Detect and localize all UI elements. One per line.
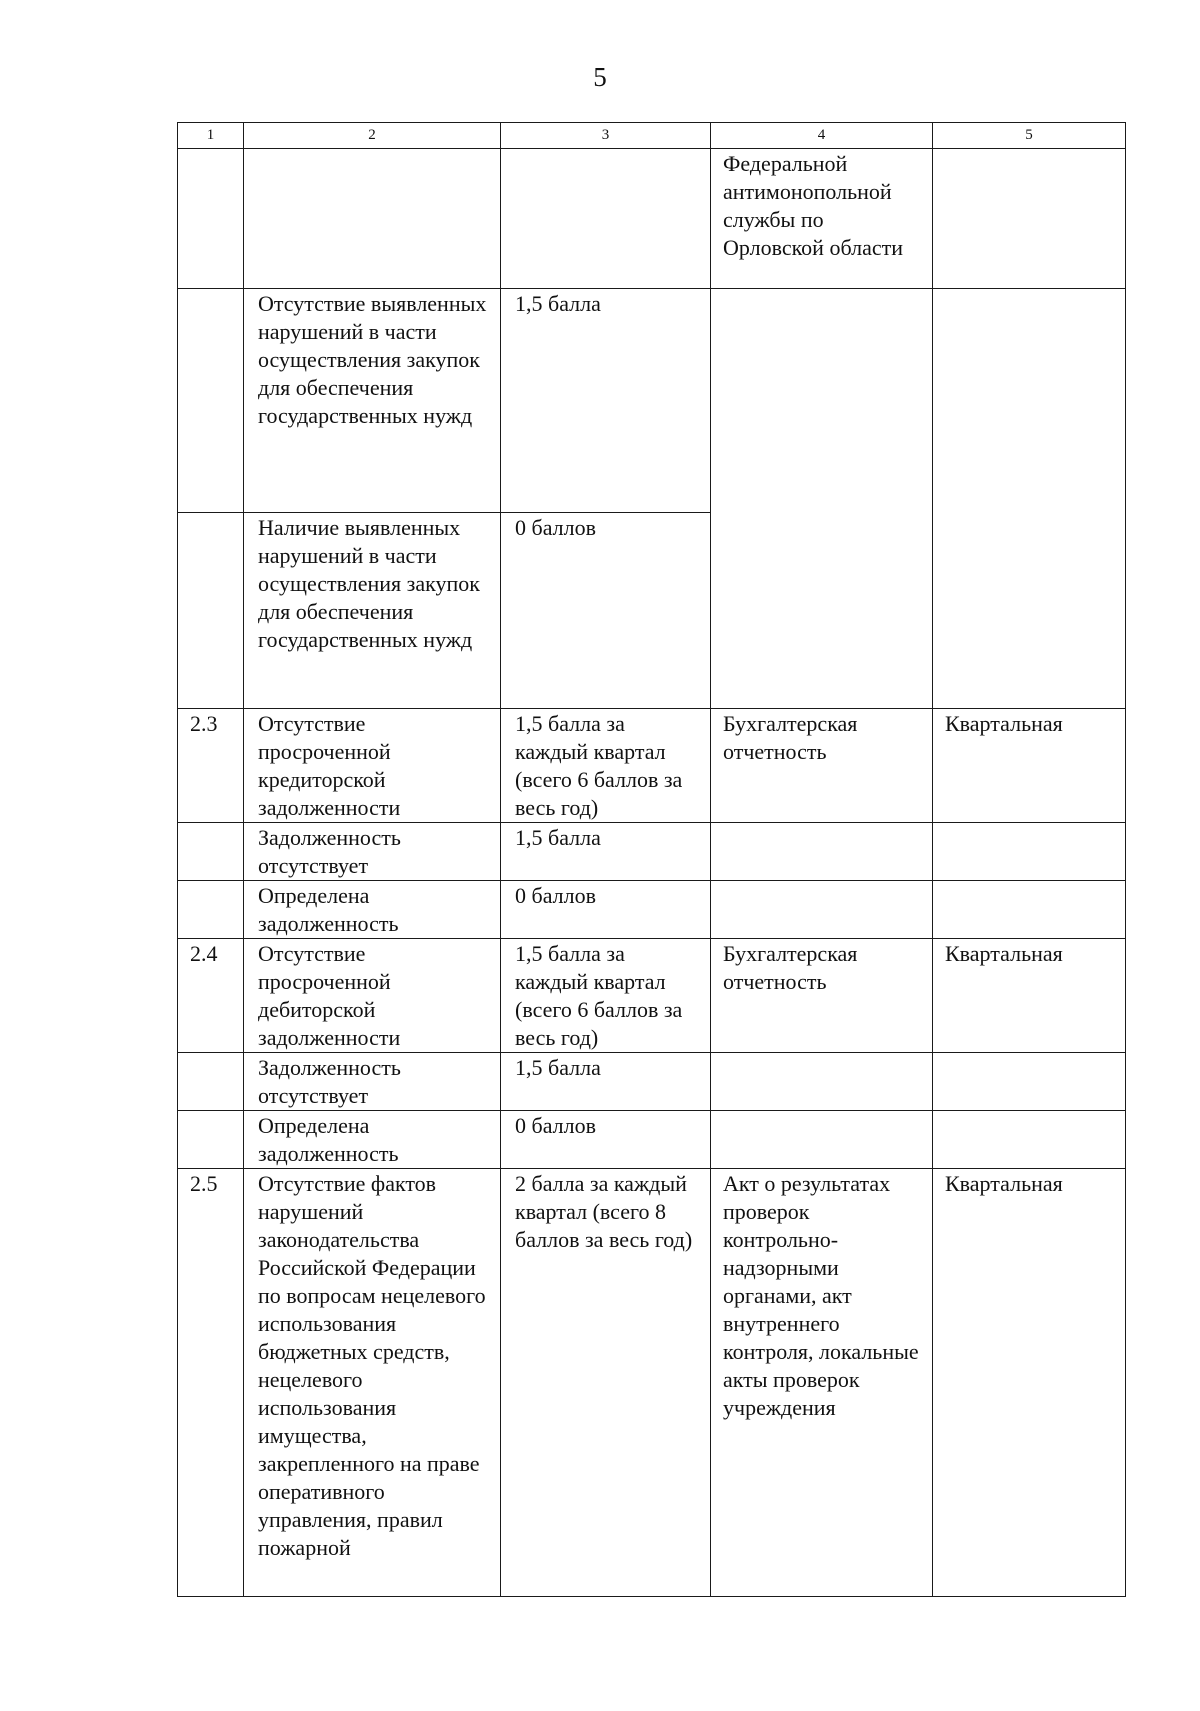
criterion-text: Отсутствие просроченной дебиторской задолженности (244, 939, 501, 1053)
criterion-score: 1,5 балла за каждый квартал (всего 6 баллов за весь год) (501, 709, 711, 823)
criterion-option-score: 0 баллов (501, 513, 711, 709)
table-row (178, 289, 1126, 513)
cell-empty (178, 881, 244, 939)
criterion-option-text: Наличие выявленных нарушений в части осуществления закупок для обеспечения государственных нужд (244, 513, 501, 709)
cell-empty (178, 289, 244, 513)
column-number-5: 5 (933, 123, 1126, 149)
table-row (178, 1169, 1126, 1597)
page-number: 5 (593, 62, 607, 92)
cell-empty (501, 149, 711, 289)
table-row (178, 1053, 1126, 1111)
criterion-period: Квартальная (933, 709, 1126, 823)
criterion-score: 1,5 балла за каждый квартал (всего 6 баллов за весь год) (501, 939, 711, 1053)
criterion-option-text: Задолженность отсутствует (244, 1053, 501, 1111)
cell-empty (178, 1053, 244, 1111)
cell-empty (711, 881, 933, 939)
cell-empty (933, 881, 1126, 939)
criterion-source: Бухгалтерская отчетность (711, 709, 933, 823)
criterion-score: 2 балла за каждый квартал (всего 8 баллов за весь год) (501, 1169, 711, 1597)
criterion-source: Бухгалтерская отчетность (711, 939, 933, 1053)
criteria-table (177, 122, 1126, 1597)
criterion-period: Квартальная (933, 1169, 1126, 1597)
cell-empty (933, 1053, 1126, 1111)
criterion-option-score: 1,5 балла (501, 823, 711, 881)
criterion-text: Отсутствие фактов нарушений законодательства Российской Федерации по вопросам нецелевого использования бюджетных средств, нецелевого использования имущества, закрепленного на праве оперативного управления, правил пожарной (244, 1169, 501, 1597)
cell-empty (178, 149, 244, 289)
column-number-3: 3 (501, 123, 711, 149)
table-row (178, 881, 1126, 939)
criterion-option-score: 0 баллов (501, 1111, 711, 1169)
table-row (178, 709, 1126, 823)
criterion-option-text: Задолженность отсутствует (244, 823, 501, 881)
cell-empty (933, 149, 1126, 289)
cell-empty (244, 149, 501, 289)
criterion-text: Отсутствие просроченной кредиторской задолженности (244, 709, 501, 823)
cell-empty-merged (711, 289, 933, 709)
criterion-period: Квартальная (933, 939, 1126, 1053)
table-header-row (178, 123, 1126, 149)
criterion-number: 2.3 (178, 709, 244, 823)
table-row (178, 823, 1126, 881)
criterion-option-score: 0 баллов (501, 881, 711, 939)
cell-empty (933, 1111, 1126, 1169)
table-row (178, 149, 1126, 289)
cell-empty (711, 823, 933, 881)
cell-empty (933, 823, 1126, 881)
column-number-4: 4 (711, 123, 933, 149)
cell-empty (178, 823, 244, 881)
column-number-2: 2 (244, 123, 501, 149)
table-row (178, 939, 1126, 1053)
criterion-number: 2.4 (178, 939, 244, 1053)
criterion-option-score: 1,5 балла (501, 1053, 711, 1111)
criterion-option-text: Отсутствие выявленных нарушений в части осуществления закупок для обеспечения государственных нужд (244, 289, 501, 513)
cell-empty (711, 1053, 933, 1111)
cell-empty (711, 1111, 933, 1169)
table-row (178, 1111, 1126, 1169)
column-number-1: 1 (178, 123, 244, 149)
cell-empty-merged (933, 289, 1126, 709)
criterion-source: Акт о результатах проверок контрольно-надзорными органами, акт внутреннего контроля, локальные акты проверок учреждения (711, 1169, 933, 1597)
cell-empty (178, 513, 244, 709)
cell-empty (178, 1111, 244, 1169)
source-cell: Федеральной антимонопольной службы по Орловской области (711, 149, 933, 289)
criterion-option-text: Определена задолженность (244, 881, 501, 939)
criterion-option-score: 1,5 балла (501, 289, 711, 513)
criterion-option-text: Определена задолженность (244, 1111, 501, 1169)
criterion-number: 2.5 (178, 1169, 244, 1597)
